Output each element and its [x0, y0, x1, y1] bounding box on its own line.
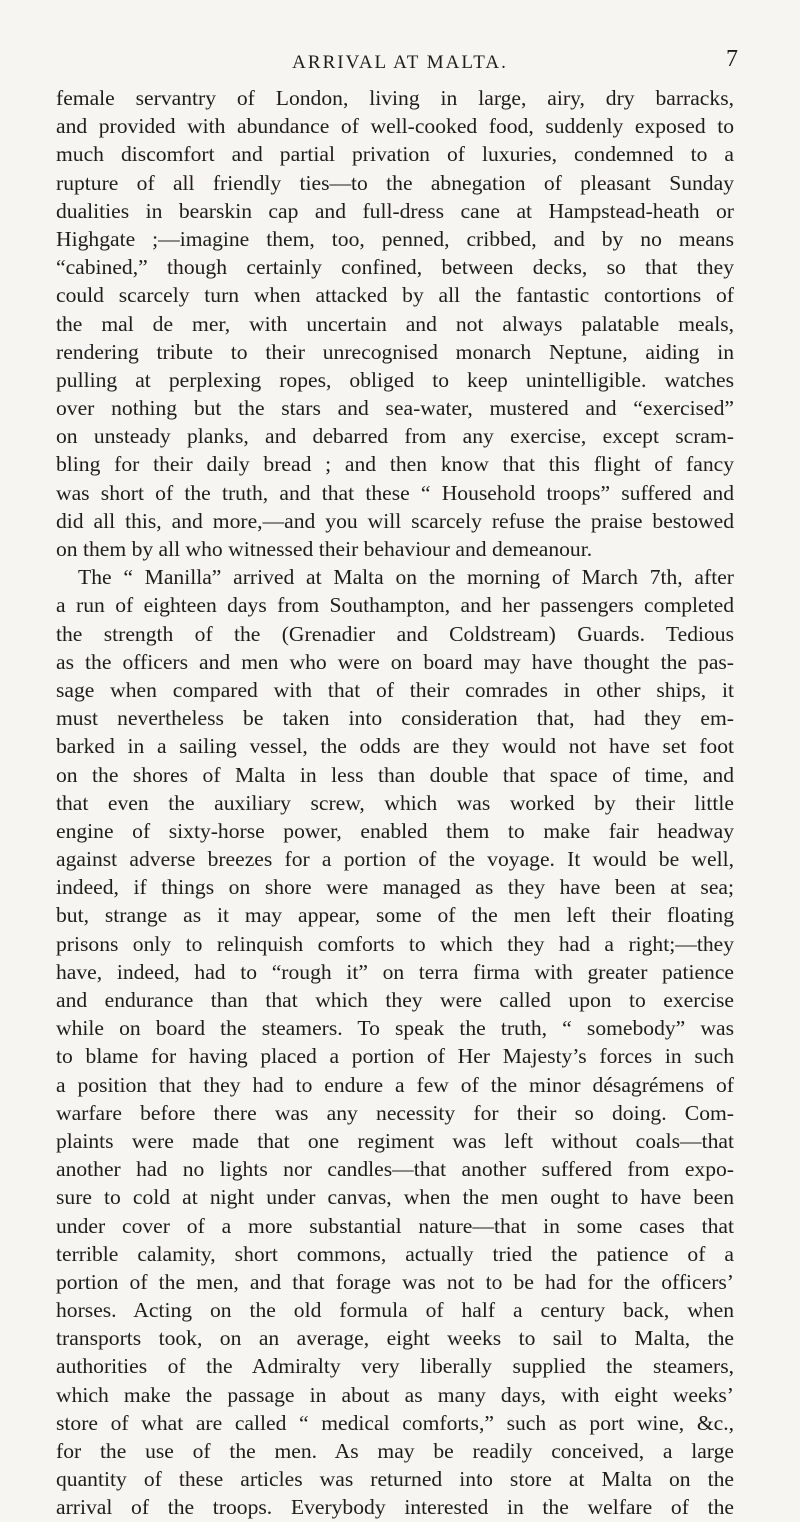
text-line: Highgate ;—imagine them, too, penned, cribbed, and by no means — [56, 226, 734, 251]
text-line: quantity of these articles was returned into store at Malta on the — [56, 1467, 734, 1492]
text-line: rendering tribute to their unrecognised monarch Neptune, aiding in — [56, 339, 734, 364]
text-line: and provided with abundance of well-cooked food, suddenly exposed to — [56, 114, 734, 139]
text-line: over nothing but the stars and sea-water, mustered and “exercised” — [56, 396, 734, 421]
running-head: ARRIVAL AT MALTA. — [292, 52, 508, 73]
text-line: arrival of the troops. Everybody interested in the welfare of the — [56, 1495, 734, 1520]
text-line: on the shores of Malta in less than double that space of time, and — [56, 762, 734, 787]
text-line: bling for their daily bread ; and then know that this flight of fancy — [56, 452, 734, 477]
text-line: which make the passage in about as many days, with eight weeks’ — [56, 1382, 734, 1407]
text-line: prisons only to relinquish comforts to which they had a right;—they — [56, 931, 734, 956]
text-line: could scarcely turn when attacked by all the fantastic contortions of — [56, 283, 734, 308]
text-line: as the officers and men who were on board may have thought the pas- — [56, 649, 734, 674]
text-line: another had no lights nor candles—that another suffered from expo- — [56, 1157, 734, 1182]
text-line: sage when compared with that of their comrades in other ships, it — [56, 677, 734, 702]
text-line: terrible calamity, short commons, actually tried the patience of a — [56, 1241, 734, 1266]
text-line: the strength of the (Grenadier and Coldstream) Guards. Tedious — [56, 621, 734, 646]
text-line: the mal de mer, with uncertain and not always palatable meals, — [56, 311, 734, 336]
text-line: but, strange as it may appear, some of the men left their floating — [56, 903, 734, 928]
text-line: a position that they had to endure a few of the minor désagrémens of — [56, 1072, 734, 1097]
text-line: plaints were made that one regiment was left without coals—that — [56, 1128, 734, 1153]
text-line: female servantry of London, living in large, airy, dry barracks, — [56, 86, 734, 110]
text-line: warfare before there was any necessity for their so doing. Com- — [56, 1100, 734, 1125]
text-line: much discomfort and partial privation of luxuries, condemned to a — [56, 142, 734, 167]
body-text — [56, 84, 734, 1522]
text-line: rupture of all friendly ties—to the abnegation of pleasant Sunday — [56, 170, 734, 195]
text-line: sure to cold at night under canvas, when the men ought to have been — [56, 1185, 734, 1210]
text-line: a run of eighteen days from Southampton, and her passengers completed — [56, 593, 734, 618]
text-line: indeed, if things on shore were managed as they have been at sea; — [56, 875, 734, 900]
text-line: engine of sixty-horse power, enabled them to make fair headway — [56, 818, 734, 843]
text-line: have, indeed, had to “rough it” on terra firma with greater patience — [56, 959, 734, 984]
text-line: authorities of the Admiralty very liberally supplied the steamers, — [56, 1354, 734, 1379]
text-line: “cabined,” though certainly confined, between decks, so that they — [56, 255, 734, 280]
text-line: and endurance than that which they were called upon to exercise — [56, 988, 734, 1012]
text-line: The “ Manilla” arrived at Malta on the morning of March 7th, after — [78, 565, 734, 590]
text-line: against adverse breezes for a portion of the voyage. It would be well, — [56, 847, 734, 872]
text-line: transports took, on an average, eight weeks to sail to Malta, the — [56, 1326, 734, 1351]
text-line: barked in a sailing vessel, the odds are they would not have set foot — [56, 734, 734, 759]
text-line: horses. Acting on the old formula of half a century back, when — [56, 1298, 734, 1323]
text-line: was short of the truth, and that these “ Household troops” suffered and — [56, 480, 734, 505]
text-line: did all this, and more,—and you will scarcely refuse the praise bestowed — [56, 508, 734, 533]
text-line: while on board the steamers. To speak the truth, “ somebody” was — [56, 1016, 734, 1041]
page-number: 7 — [726, 46, 738, 72]
text-line: pulling at perplexing ropes, obliged to keep unintelligible. watches — [56, 367, 734, 392]
text-line: store of what are called “ medical comforts,” such as port wine, &c., — [56, 1410, 734, 1435]
text-line: portion of the men, and that forage was not to be had for the officers’ — [56, 1269, 734, 1294]
text-line: that even the auxiliary screw, which was worked by their little — [56, 790, 734, 815]
text-line: on unsteady planks, and debarred from any exercise, except scram- — [56, 424, 734, 449]
text-line: on them by all who witnessed their behaviour and demeanour. — [56, 537, 593, 561]
text-line: to blame for having placed a portion of Her Majesty’s forces in such — [56, 1044, 734, 1069]
text-line: must nevertheless be taken into consideration that, had they em- — [56, 706, 734, 731]
text-line: under cover of a more substantial nature—that in some cases that — [56, 1213, 734, 1238]
text-line: for the use of the men. As may be readily conceived, a large — [56, 1439, 734, 1463]
text-line: dualities in bearskin cap and full-dress cane at Hampstead-heath or — [56, 198, 734, 223]
